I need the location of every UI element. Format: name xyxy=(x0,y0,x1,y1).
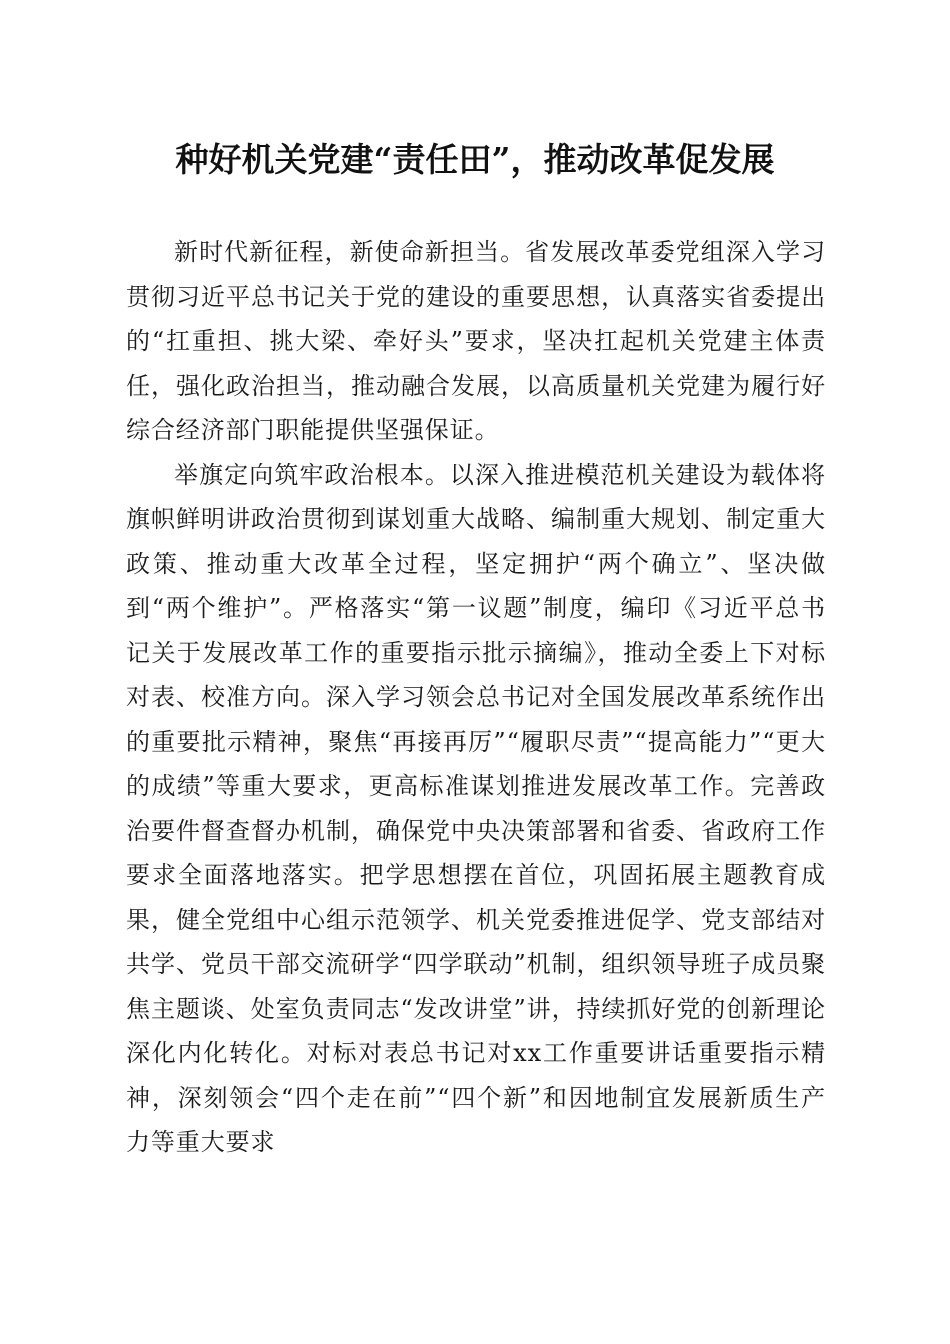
document-title: 种好机关党建“责任田”，推动改革促发展 xyxy=(175,140,775,179)
document-body xyxy=(126,230,826,1165)
paragraph-political-foundation: 举旗定向筑牢政治根本。以深入推进模范机关建设为载体将旗帜鲜明讲政治贯彻到谋划重大战略、编制重大规划、制定重大政策、推动重大改革全过程，坚定拥护“两个确立”、坚决做到“两个维护”。严格落实“第一议题”制度，编印《习近平总书记关于发展改革工作的重要指示批示摘编》，推动全委上下对标对表、校准方向。深入学习领会总书记对全国发展改革系统作出的重要批示精神，聚焦“再接再厉”“履职尽责”“提高能力”“更大的成绩”等重大要求，更高标准谋划推进发展改革工作。完善政治要件督查督办机制，确保党中央决策部署和省委、省政府工作要求全面落地落实。把学思想摆在首位，巩固拓展主题教育成果，健全党组中心组示范领学、机关党委推进促学、党支部结对共学、党员干部交流研学“四学联动”机制，组织领导班子成员聚焦主题谈、处室负责同志“发改讲堂”讲，持续抓好党的创新理论深化内化转化。对标对表总书记对xx工作重要讲话重要指示精神，深刻领会“四个走在前”“四个新”和因地制宜发展新质生产力等重大要求 xyxy=(126,460,826,1156)
paragraph-intro: 新时代新征程，新使命新担当。省发展改革委党组深入学习贯彻习近平总书记关于党的建设的重要思想，认真落实省委提出的“扛重担、挑大梁、牵好头”要求，坚决扛起机关党建主体责任，强化政治担当，推动融合发展，以高质量机关党建为履行好综合经济部门职能提供坚强保证。 xyxy=(126,238,826,444)
